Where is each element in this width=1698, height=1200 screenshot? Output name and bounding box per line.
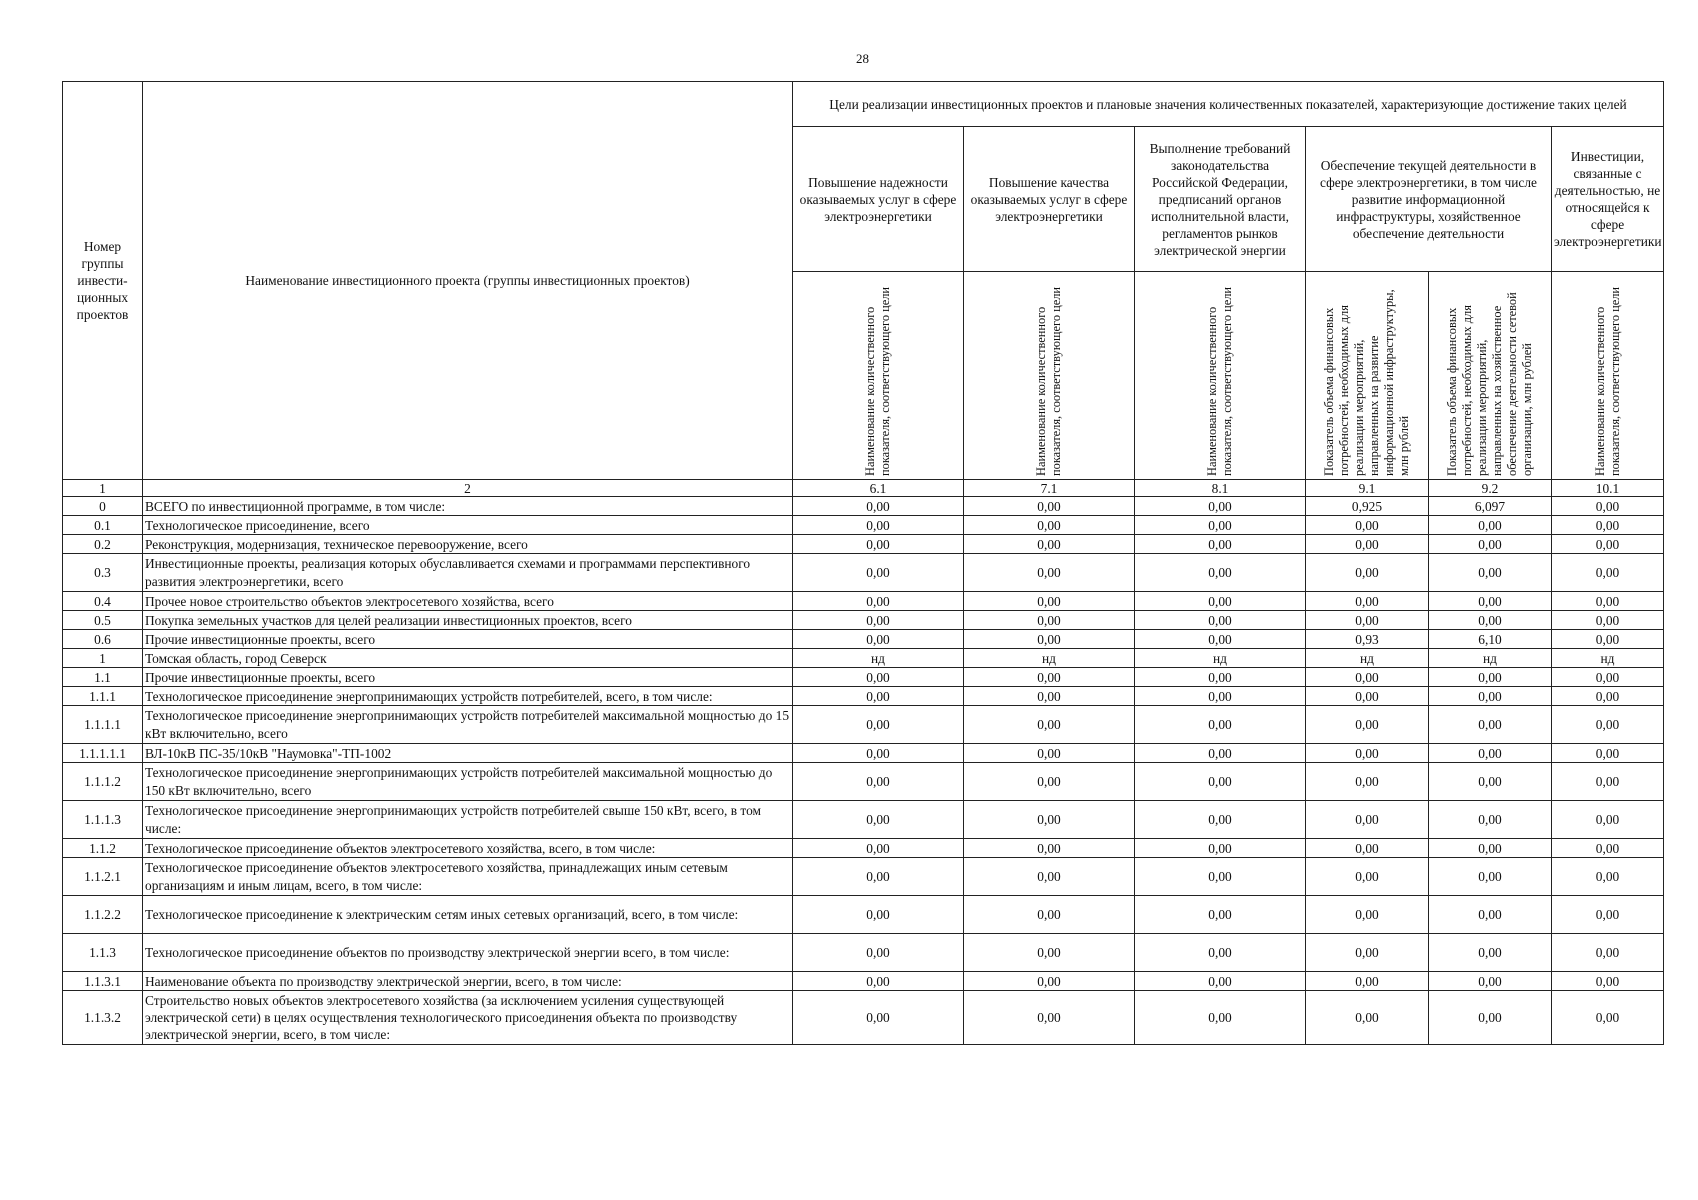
row-value-cell: 0,93 [1306, 630, 1429, 649]
row-value-cell: 6,097 [1429, 497, 1552, 516]
row-value-cell: 0,00 [964, 497, 1135, 516]
row-group-number: 1 [63, 649, 143, 668]
row-group-number: 1.1.3 [63, 934, 143, 972]
row-value-cell: 0,00 [1429, 991, 1552, 1045]
row-project-name: Реконструкция, модернизация, техническое перевооружение, всего [143, 535, 793, 554]
row-value-cell: 0,00 [1135, 535, 1306, 554]
row-value-cell: 0,00 [1429, 858, 1552, 896]
row-value-cell: 0,00 [1135, 763, 1306, 801]
row-value-cell: нд [1306, 649, 1429, 668]
row-project-name: Покупка земельных участков для целей реализации инвестиционных проектов, всего [143, 611, 793, 630]
header-indicator-9-1: Показатель объема финансовых потребностей, необходимых для реализации мероприятий, направленных на развитие информационной инфраструктуры, млн рублей [1306, 272, 1429, 480]
row-value-cell: нд [1135, 649, 1306, 668]
row-value-cell: 0,00 [964, 934, 1135, 972]
row-value-cell: 0,00 [1552, 991, 1664, 1045]
row-value-cell: 0,00 [1135, 706, 1306, 744]
row-value-cell: 0,00 [1135, 801, 1306, 839]
row-group-number: 1.1.2 [63, 839, 143, 858]
row-project-name: Технологическое присоединение энергопринимающих устройств потребителей свыше 150 кВт, всего, в том числе: [143, 801, 793, 839]
row-project-name: Технологическое присоединение, всего [143, 516, 793, 535]
row-group-number: 0.4 [63, 592, 143, 611]
row-value-cell: 0,00 [793, 592, 964, 611]
row-value-cell: 0,00 [1135, 592, 1306, 611]
row-value-cell: 6,10 [1429, 630, 1552, 649]
row-group-number: 0.6 [63, 630, 143, 649]
row-value-cell: 0,00 [964, 763, 1135, 801]
row-value-cell: 0,00 [1306, 554, 1429, 592]
row-value-cell: 0,00 [1429, 972, 1552, 991]
row-group-number: 1.1.3.1 [63, 972, 143, 991]
row-value-cell: нд [1429, 649, 1552, 668]
row-value-cell: 0,00 [1429, 668, 1552, 687]
row-group-number: 1.1.2.2 [63, 896, 143, 934]
row-value-cell: 0,925 [1306, 497, 1429, 516]
row-value-cell: 0,00 [1429, 896, 1552, 934]
table-body [63, 497, 1664, 1045]
row-value-cell: 0,00 [793, 516, 964, 535]
row-value-cell: 0,00 [1135, 858, 1306, 896]
row-project-name: Технологическое присоединение энергопринимающих устройств потребителей максимальной мощностью до 15 кВт включительно, всего [143, 706, 793, 744]
row-value-cell: 0,00 [1306, 535, 1429, 554]
row-value-cell: 0,00 [793, 668, 964, 687]
header-goals-title: Цели реализации инвестиционных проектов и плановые значения количественных показателей, характеризующие достижение таких целей [793, 82, 1664, 127]
table-row [63, 858, 1664, 896]
row-value-cell: 0,00 [964, 668, 1135, 687]
row-value-cell: 0,00 [1135, 516, 1306, 535]
header-goal-quality: Повышение качества оказываемых услуг в сфере электроэнергетики [964, 127, 1135, 272]
row-value-cell: 0,00 [1135, 839, 1306, 858]
header-goal-reliability: Повышение надежности оказываемых услуг в сфере электроэнергетики [793, 127, 964, 272]
row-value-cell: 0,00 [964, 801, 1135, 839]
header-goal-non-energy-investments: Инвестиции, связанные с деятельностью, не относящейся к сфере электроэнергетики [1552, 127, 1664, 272]
table-row [63, 668, 1664, 687]
table-row [63, 592, 1664, 611]
row-value-cell: 0,00 [1429, 592, 1552, 611]
column-number: 6.1 [793, 480, 964, 497]
column-number-row [63, 480, 1664, 497]
row-value-cell: 0,00 [1552, 896, 1664, 934]
row-group-number: 1.1 [63, 668, 143, 687]
row-group-number: 0.1 [63, 516, 143, 535]
row-value-cell: 0,00 [964, 611, 1135, 630]
row-value-cell: 0,00 [964, 896, 1135, 934]
row-group-number: 0.3 [63, 554, 143, 592]
table-row [63, 649, 1664, 668]
row-value-cell: 0,00 [1552, 934, 1664, 972]
header-indicator-7-1: Наименование количественного показателя, соответствующего цели [964, 272, 1135, 480]
table-row [63, 535, 1664, 554]
row-value-cell: 0,00 [793, 839, 964, 858]
row-value-cell: 0,00 [1135, 972, 1306, 991]
header-indicator-10-1: Наименование количественного показателя, соответствующего цели [1552, 272, 1664, 480]
row-value-cell: 0,00 [793, 535, 964, 554]
row-project-name: Прочие инвестиционные проекты, всего [143, 668, 793, 687]
table-row [63, 972, 1664, 991]
row-value-cell: 0,00 [1552, 687, 1664, 706]
row-value-cell: 0,00 [1135, 896, 1306, 934]
row-value-cell: 0,00 [1135, 554, 1306, 592]
row-project-name: Технологическое присоединение объектов электросетевого хозяйства, принадлежащих иным сетевым организациям и иным лицам, всего, в том числе: [143, 858, 793, 896]
table-row [63, 497, 1664, 516]
row-value-cell: 0,00 [1135, 611, 1306, 630]
row-group-number: 1.1.1.1 [63, 706, 143, 744]
row-value-cell: 0,00 [1429, 706, 1552, 744]
row-value-cell: 0,00 [1552, 592, 1664, 611]
row-value-cell: 0,00 [1306, 592, 1429, 611]
row-value-cell: нд [793, 649, 964, 668]
row-value-cell: 0,00 [1429, 839, 1552, 858]
row-group-number: 0 [63, 497, 143, 516]
table-row [63, 839, 1664, 858]
row-value-cell: 0,00 [1306, 839, 1429, 858]
row-value-cell: 0,00 [1429, 763, 1552, 801]
row-value-cell: 0,00 [793, 801, 964, 839]
row-value-cell: 0,00 [1135, 630, 1306, 649]
row-value-cell: 0,00 [793, 934, 964, 972]
investment-goals-table [62, 81, 1664, 1045]
row-project-name: Технологическое присоединение к электрическим сетям иных сетевых организаций, всего, в том числе: [143, 896, 793, 934]
column-number: 2 [143, 480, 793, 497]
row-project-name: Технологическое присоединение энергопринимающих устройств потребителей максимальной мощностью до 150 кВт включительно, всего [143, 763, 793, 801]
row-value-cell: 0,00 [964, 592, 1135, 611]
row-value-cell: 0,00 [1552, 497, 1664, 516]
row-group-number: 1.1.2.1 [63, 858, 143, 896]
row-value-cell: 0,00 [1135, 687, 1306, 706]
row-value-cell: 0,00 [964, 991, 1135, 1045]
row-value-cell: 0,00 [1306, 744, 1429, 763]
row-value-cell: 0,00 [793, 706, 964, 744]
row-value-cell: 0,00 [1429, 516, 1552, 535]
row-value-cell: 0,00 [964, 839, 1135, 858]
table-row [63, 801, 1664, 839]
row-project-name: Прочее новое строительство объектов электросетевого хозяйства, всего [143, 592, 793, 611]
row-value-cell: 0,00 [1552, 972, 1664, 991]
row-value-cell: 0,00 [1429, 934, 1552, 972]
row-group-number: 1.1.1 [63, 687, 143, 706]
table-row [63, 630, 1664, 649]
row-value-cell: 0,00 [1135, 668, 1306, 687]
row-project-name: Технологическое присоединение объектов электросетевого хозяйства, всего, в том числе: [143, 839, 793, 858]
table-row [63, 611, 1664, 630]
page-number: 28 [856, 51, 869, 66]
row-value-cell: 0,00 [793, 858, 964, 896]
row-value-cell: 0,00 [1429, 744, 1552, 763]
row-group-number: 0.5 [63, 611, 143, 630]
row-project-name: Наименование объекта по производству электрической энергии, всего, в том числе: [143, 972, 793, 991]
row-value-cell: 0,00 [1135, 744, 1306, 763]
row-project-name: ВСЕГО по инвестиционной программе, в том числе: [143, 497, 793, 516]
table-row [63, 706, 1664, 744]
row-value-cell: 0,00 [1306, 972, 1429, 991]
row-value-cell: 0,00 [1306, 763, 1429, 801]
row-value-cell: 0,00 [1306, 858, 1429, 896]
header-indicator-9-2: Показатель объема финансовых потребностей, необходимых для реализации мероприятий, направленных на хозяйственное обеспечение деятельности сетевой организации, млн рублей [1429, 272, 1552, 480]
header-group-number: Номер группы инвести-ционных проектов [63, 82, 143, 480]
row-value-cell: 0,00 [1429, 611, 1552, 630]
row-value-cell: 0,00 [1306, 706, 1429, 744]
row-value-cell: 0,00 [1552, 611, 1664, 630]
row-value-cell: 0,00 [1306, 991, 1429, 1045]
row-value-cell: нд [964, 649, 1135, 668]
row-value-cell: 0,00 [1306, 611, 1429, 630]
row-value-cell: 0,00 [1552, 744, 1664, 763]
row-value-cell: 0,00 [1306, 668, 1429, 687]
table-row [63, 744, 1664, 763]
row-value-cell: 0,00 [1429, 535, 1552, 554]
header-indicator-8-1: Наименование количественного показателя, соответствующего цели [1135, 272, 1306, 480]
row-value-cell: 0,00 [1135, 934, 1306, 972]
row-value-cell: 0,00 [1429, 554, 1552, 592]
row-value-cell: 0,00 [793, 687, 964, 706]
row-value-cell: 0,00 [1429, 687, 1552, 706]
column-number: 10.1 [1552, 480, 1664, 497]
table-row [63, 934, 1664, 972]
table-row [63, 687, 1664, 706]
row-value-cell: 0,00 [1135, 497, 1306, 516]
row-group-number: 1.1.3.2 [63, 991, 143, 1045]
row-value-cell: 0,00 [964, 744, 1135, 763]
row-project-name: Технологическое присоединение объектов по производству электрической энергии всего, в том числе: [143, 934, 793, 972]
row-value-cell: 0,00 [1552, 668, 1664, 687]
header-goal-current-activity: Обеспечение текущей деятельности в сфере электроэнергетики, в том числе развитие информационной инфраструктуры, хозяйственное обеспечение деятельности [1306, 127, 1552, 272]
row-project-name: Инвестиционные проекты, реализация которых обуславливается схемами и программами перспективного развития электроэнергетики, всего [143, 554, 793, 592]
row-value-cell: 0,00 [964, 858, 1135, 896]
column-number: 9.1 [1306, 480, 1429, 497]
row-value-cell: 0,00 [1306, 934, 1429, 972]
row-group-number: 1.1.1.1.1 [63, 744, 143, 763]
row-value-cell: 0,00 [1552, 763, 1664, 801]
row-value-cell: 0,00 [1306, 516, 1429, 535]
row-group-number: 1.1.1.3 [63, 801, 143, 839]
row-value-cell: 0,00 [964, 972, 1135, 991]
header-goal-legal-requirements: Выполнение требований законодательства Российской Федерации, предписаний органов исполнительной власти, регламентов рынков электрической энергии [1135, 127, 1306, 272]
row-value-cell: 0,00 [1306, 896, 1429, 934]
row-project-name: ВЛ-10кВ ПС-35/10кВ "Наумовка"-ТП-1002 [143, 744, 793, 763]
row-group-number: 1.1.1.2 [63, 763, 143, 801]
row-value-cell: 0,00 [1552, 858, 1664, 896]
table-row [63, 991, 1664, 1045]
row-value-cell: 0,00 [793, 744, 964, 763]
row-value-cell: 0,00 [1429, 801, 1552, 839]
table-row [63, 763, 1664, 801]
row-value-cell: 0,00 [1552, 630, 1664, 649]
row-value-cell: 0,00 [1552, 516, 1664, 535]
row-value-cell: 0,00 [1552, 839, 1664, 858]
table-row [63, 554, 1664, 592]
row-value-cell: 0,00 [793, 554, 964, 592]
row-value-cell: 0,00 [1306, 801, 1429, 839]
row-value-cell: 0,00 [964, 630, 1135, 649]
column-number: 1 [63, 480, 143, 497]
row-value-cell: 0,00 [1552, 706, 1664, 744]
row-value-cell: 0,00 [1552, 801, 1664, 839]
row-value-cell: 0,00 [793, 763, 964, 801]
row-value-cell: 0,00 [964, 516, 1135, 535]
row-value-cell: 0,00 [793, 497, 964, 516]
row-value-cell: 0,00 [964, 687, 1135, 706]
row-value-cell: 0,00 [1306, 687, 1429, 706]
row-value-cell: 0,00 [793, 991, 964, 1045]
row-value-cell: 0,00 [964, 535, 1135, 554]
row-project-name: Технологическое присоединение энергопринимающих устройств потребителей, всего, в том числе: [143, 687, 793, 706]
row-value-cell: 0,00 [1552, 554, 1664, 592]
row-project-name: Прочие инвестиционные проекты, всего [143, 630, 793, 649]
header-project-name: Наименование инвестиционного проекта (группы инвестиционных проектов) [143, 82, 793, 480]
column-number: 7.1 [964, 480, 1135, 497]
row-project-name: Томская область, город Северск [143, 649, 793, 668]
row-value-cell: 0,00 [793, 630, 964, 649]
row-value-cell: 0,00 [1135, 991, 1306, 1045]
row-value-cell: 0,00 [964, 706, 1135, 744]
row-value-cell: 0,00 [793, 611, 964, 630]
row-value-cell: 0,00 [793, 896, 964, 934]
table-row [63, 516, 1664, 535]
header-indicator-6-1: Наименование количественного показателя, соответствующего цели [793, 272, 964, 480]
row-value-cell: 0,00 [793, 972, 964, 991]
column-number: 9.2 [1429, 480, 1552, 497]
table-row [63, 896, 1664, 934]
row-value-cell: нд [1552, 649, 1664, 668]
row-group-number: 0.2 [63, 535, 143, 554]
column-number: 8.1 [1135, 480, 1306, 497]
row-value-cell: 0,00 [964, 554, 1135, 592]
row-project-name: Строительство новых объектов электросетевого хозяйства (за исключением усиления существующей электрической сети) в целях осуществления технологического присоединения объекта по производству электрической энергии, всего, в том числе: [143, 991, 793, 1045]
row-value-cell: 0,00 [1552, 535, 1664, 554]
